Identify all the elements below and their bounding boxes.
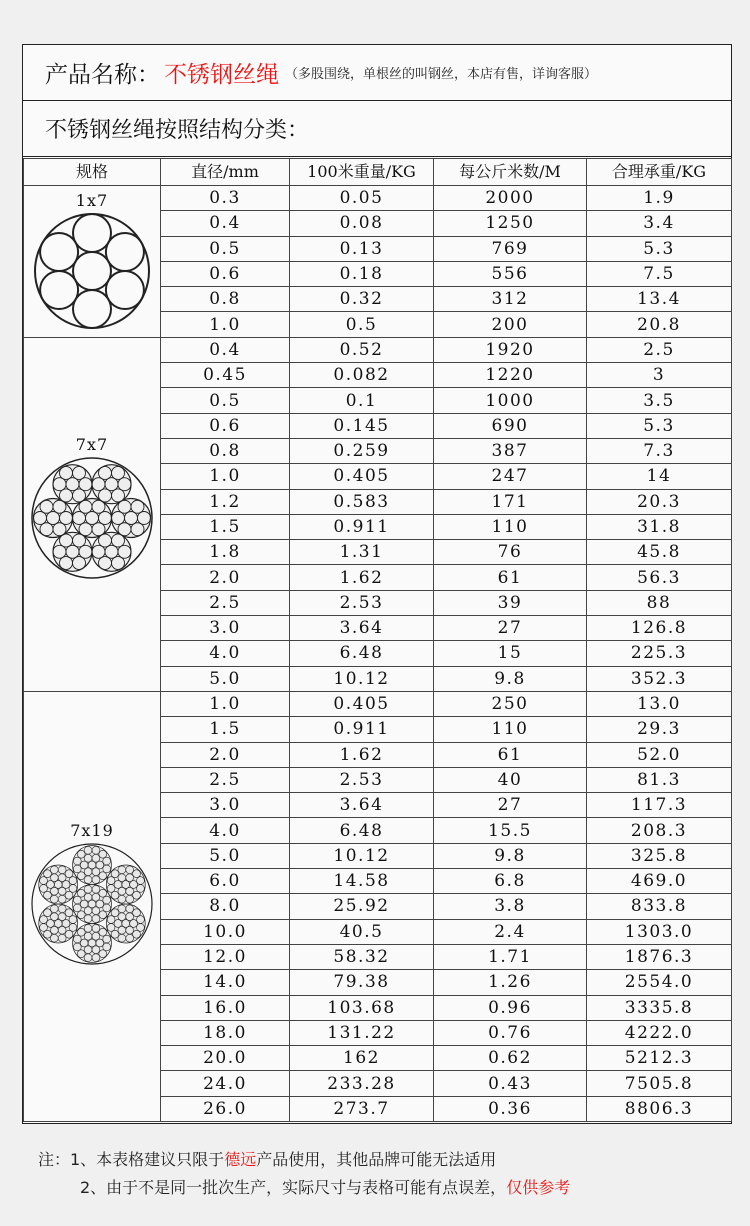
diameter-cell: 4.0	[161, 641, 290, 666]
diameter-cell: 5.0	[161, 843, 290, 868]
diameter-cell: 8.0	[161, 894, 290, 919]
rope-7x19-cross-section-icon	[30, 842, 154, 966]
meters-per-kg-cell: 0.36	[434, 1096, 587, 1121]
meters-per-kg-cell: 250	[434, 691, 587, 716]
weight-cell: 3.64	[290, 616, 434, 641]
load-cell: 126.8	[587, 616, 732, 641]
diameter-cell: 5.0	[161, 666, 290, 691]
load-cell: 81.3	[587, 767, 732, 792]
load-cell: 7505.8	[587, 1071, 732, 1096]
weight-cell: 0.1	[290, 388, 434, 413]
weight-cell: 10.12	[290, 666, 434, 691]
footnote-2-emphasis: 仅供参考	[506, 1178, 571, 1197]
diameter-cell: 1.0	[161, 691, 290, 716]
diameter-cell: 18.0	[161, 1020, 290, 1045]
weight-cell: 1.31	[290, 540, 434, 565]
column-header-diameter: 直径/mm	[161, 159, 290, 186]
spec-table	[23, 158, 732, 1122]
meters-per-kg-cell: 2.4	[434, 919, 587, 944]
column-header-meters-per-kg: 每公斤米数/M	[434, 159, 587, 186]
diameter-cell: 0.6	[161, 413, 290, 438]
weight-cell: 273.7	[290, 1096, 434, 1121]
diameter-cell: 2.0	[161, 565, 290, 590]
load-cell: 3	[587, 363, 732, 388]
load-cell: 7.5	[587, 261, 732, 286]
meters-per-kg-cell: 200	[434, 312, 587, 337]
meters-per-kg-cell: 3.8	[434, 894, 587, 919]
footnote-1	[38, 1146, 728, 1174]
load-cell: 117.3	[587, 793, 732, 818]
meters-per-kg-cell: 312	[434, 287, 587, 312]
weight-cell: 0.583	[290, 489, 434, 514]
weight-cell: 1.62	[290, 565, 434, 590]
diameter-cell: 4.0	[161, 818, 290, 843]
column-header-weight: 100米重量/KG	[290, 159, 434, 186]
table-header-row	[24, 159, 732, 186]
footnote-2-prefix: 2、由于不是同一批次生产，实际尺寸与表格可能有点误差，	[80, 1178, 507, 1197]
weight-cell: 0.405	[290, 691, 434, 716]
load-cell: 45.8	[587, 540, 732, 565]
weight-cell: 0.08	[290, 211, 434, 236]
meters-per-kg-cell: 39	[434, 590, 587, 615]
meters-per-kg-cell: 690	[434, 413, 587, 438]
diameter-cell: 0.4	[161, 211, 290, 236]
diameter-cell: 0.6	[161, 261, 290, 286]
meters-per-kg-cell: 110	[434, 514, 587, 539]
load-cell: 352.3	[587, 666, 732, 691]
weight-cell: 40.5	[290, 919, 434, 944]
rope-7x7-cross-section-icon	[30, 456, 154, 580]
spec-cell-1x7	[24, 186, 161, 338]
weight-cell: 2.53	[290, 767, 434, 792]
meters-per-kg-cell: 1.71	[434, 944, 587, 969]
load-cell: 4222.0	[587, 1020, 732, 1045]
load-cell: 52.0	[587, 742, 732, 767]
weight-cell: 0.13	[290, 236, 434, 261]
diameter-cell: 1.5	[161, 717, 290, 742]
load-cell: 2.5	[587, 337, 732, 362]
load-cell: 29.3	[587, 717, 732, 742]
footnote-1-suffix: 产品使用，其他品牌可能无法适用	[256, 1150, 497, 1169]
weight-cell: 58.32	[290, 944, 434, 969]
weight-cell: 131.22	[290, 1020, 434, 1045]
load-cell: 13.0	[587, 691, 732, 716]
meters-per-kg-cell: 9.8	[434, 843, 587, 868]
diameter-cell: 0.5	[161, 236, 290, 261]
spec-label: 7x7	[75, 434, 109, 454]
load-cell: 13.4	[587, 287, 732, 312]
rope-1x7-cross-section-icon	[33, 212, 151, 330]
load-cell: 20.8	[587, 312, 732, 337]
meters-per-kg-cell: 1220	[434, 363, 587, 388]
weight-cell: 2.53	[290, 590, 434, 615]
meters-per-kg-cell: 1920	[434, 337, 587, 362]
weight-cell: 0.259	[290, 438, 434, 463]
diameter-cell: 26.0	[161, 1096, 290, 1121]
load-cell: 1.9	[587, 186, 732, 211]
meters-per-kg-cell: 110	[434, 717, 587, 742]
footnote-2	[38, 1174, 728, 1202]
meters-per-kg-cell: 27	[434, 616, 587, 641]
meters-per-kg-cell: 9.8	[434, 666, 587, 691]
diameter-cell: 0.45	[161, 363, 290, 388]
meters-per-kg-cell: 76	[434, 540, 587, 565]
diameter-cell: 0.8	[161, 287, 290, 312]
load-cell: 5212.3	[587, 1046, 732, 1071]
weight-cell: 103.68	[290, 995, 434, 1020]
meters-per-kg-cell: 15	[434, 641, 587, 666]
weight-cell: 0.405	[290, 464, 434, 489]
meters-per-kg-cell: 387	[434, 438, 587, 463]
load-cell: 325.8	[587, 843, 732, 868]
table-row	[24, 337, 732, 362]
table-body	[24, 186, 732, 1122]
diameter-cell: 24.0	[161, 1071, 290, 1096]
meters-per-kg-cell: 0.62	[434, 1046, 587, 1071]
diameter-cell: 1.0	[161, 312, 290, 337]
diameter-cell: 0.3	[161, 186, 290, 211]
diameter-cell: 6.0	[161, 869, 290, 894]
diameter-cell: 0.8	[161, 438, 290, 463]
weight-cell: 0.05	[290, 186, 434, 211]
load-cell: 56.3	[587, 565, 732, 590]
load-cell: 2554.0	[587, 970, 732, 995]
weight-cell: 0.32	[290, 287, 434, 312]
meters-per-kg-cell: 2000	[434, 186, 587, 211]
product-title-row	[23, 45, 731, 101]
load-cell: 8806.3	[587, 1096, 732, 1121]
meters-per-kg-cell: 40	[434, 767, 587, 792]
spec-cell-7x7	[24, 337, 161, 691]
load-cell: 3.4	[587, 211, 732, 236]
load-cell: 20.3	[587, 489, 732, 514]
diameter-cell: 0.4	[161, 337, 290, 362]
product-name: 不锈钢丝绳	[164, 62, 279, 88]
diameter-cell: 20.0	[161, 1046, 290, 1071]
diameter-cell: 1.8	[161, 540, 290, 565]
diameter-cell: 0.5	[161, 388, 290, 413]
weight-cell: 25.92	[290, 894, 434, 919]
meters-per-kg-cell: 556	[434, 261, 587, 286]
spec-cell-7x19	[24, 691, 161, 1121]
load-cell: 3335.8	[587, 995, 732, 1020]
load-cell: 225.3	[587, 641, 732, 666]
weight-cell: 0.52	[290, 337, 434, 362]
footnotes	[38, 1146, 728, 1202]
weight-cell: 0.911	[290, 514, 434, 539]
meters-per-kg-cell: 0.43	[434, 1071, 587, 1096]
meters-per-kg-cell: 15.5	[434, 818, 587, 843]
diameter-cell: 3.0	[161, 793, 290, 818]
load-cell: 1303.0	[587, 919, 732, 944]
section-title: 不锈钢丝绳按照结构分类：	[23, 101, 731, 157]
load-cell: 1876.3	[587, 944, 732, 969]
diameter-cell: 3.0	[161, 616, 290, 641]
load-cell: 31.8	[587, 514, 732, 539]
meters-per-kg-cell: 1250	[434, 211, 587, 236]
meters-per-kg-cell: 247	[434, 464, 587, 489]
weight-cell: 0.18	[290, 261, 434, 286]
weight-cell: 162	[290, 1046, 434, 1071]
meters-per-kg-cell: 0.96	[434, 995, 587, 1020]
diameter-cell: 14.0	[161, 970, 290, 995]
diameter-cell: 1.0	[161, 464, 290, 489]
spec-sheet-frame	[22, 44, 732, 1124]
spec-label: 1x7	[75, 191, 109, 210]
weight-cell: 0.911	[290, 717, 434, 742]
load-cell: 5.3	[587, 413, 732, 438]
meters-per-kg-cell: 1000	[434, 388, 587, 413]
product-name-label: 产品名称：	[45, 62, 160, 88]
load-cell: 5.3	[587, 236, 732, 261]
table-row	[24, 186, 732, 211]
diameter-cell: 2.5	[161, 590, 290, 615]
product-note: （多股围绕，单根丝的叫钢丝，本店有售，详询客服）	[285, 67, 598, 82]
load-cell: 469.0	[587, 869, 732, 894]
diameter-cell: 1.2	[161, 489, 290, 514]
spec-label: 7x19	[70, 820, 114, 840]
diameter-cell: 2.0	[161, 742, 290, 767]
weight-cell: 0.082	[290, 363, 434, 388]
load-cell: 208.3	[587, 818, 732, 843]
table-row	[24, 691, 732, 716]
meters-per-kg-cell: 769	[434, 236, 587, 261]
weight-cell: 1.62	[290, 742, 434, 767]
footnote-1-brand: 德远	[224, 1150, 257, 1169]
column-header-load: 合理承重/KG	[587, 159, 732, 186]
diameter-cell: 2.5	[161, 767, 290, 792]
load-cell: 14	[587, 464, 732, 489]
meters-per-kg-cell: 0.76	[434, 1020, 587, 1045]
meters-per-kg-cell: 27	[434, 793, 587, 818]
meters-per-kg-cell: 1.26	[434, 970, 587, 995]
weight-cell: 6.48	[290, 818, 434, 843]
load-cell: 7.3	[587, 438, 732, 463]
meters-per-kg-cell: 171	[434, 489, 587, 514]
weight-cell: 14.58	[290, 869, 434, 894]
meters-per-kg-cell: 61	[434, 742, 587, 767]
load-cell: 88	[587, 590, 732, 615]
load-cell: 833.8	[587, 894, 732, 919]
diameter-cell: 10.0	[161, 919, 290, 944]
spec-table-wrap	[23, 158, 731, 1122]
footnote-1-prefix: 注：1、本表格建议只限于	[38, 1150, 225, 1169]
meters-per-kg-cell: 61	[434, 565, 587, 590]
column-header-spec: 规格	[24, 159, 161, 186]
weight-cell: 6.48	[290, 641, 434, 666]
weight-cell: 0.5	[290, 312, 434, 337]
weight-cell: 10.12	[290, 843, 434, 868]
weight-cell: 0.145	[290, 413, 434, 438]
meters-per-kg-cell: 6.8	[434, 869, 587, 894]
diameter-cell: 16.0	[161, 995, 290, 1020]
weight-cell: 233.28	[290, 1071, 434, 1096]
weight-cell: 3.64	[290, 793, 434, 818]
diameter-cell: 12.0	[161, 944, 290, 969]
weight-cell: 79.38	[290, 970, 434, 995]
diameter-cell: 1.5	[161, 514, 290, 539]
load-cell: 3.5	[587, 388, 732, 413]
